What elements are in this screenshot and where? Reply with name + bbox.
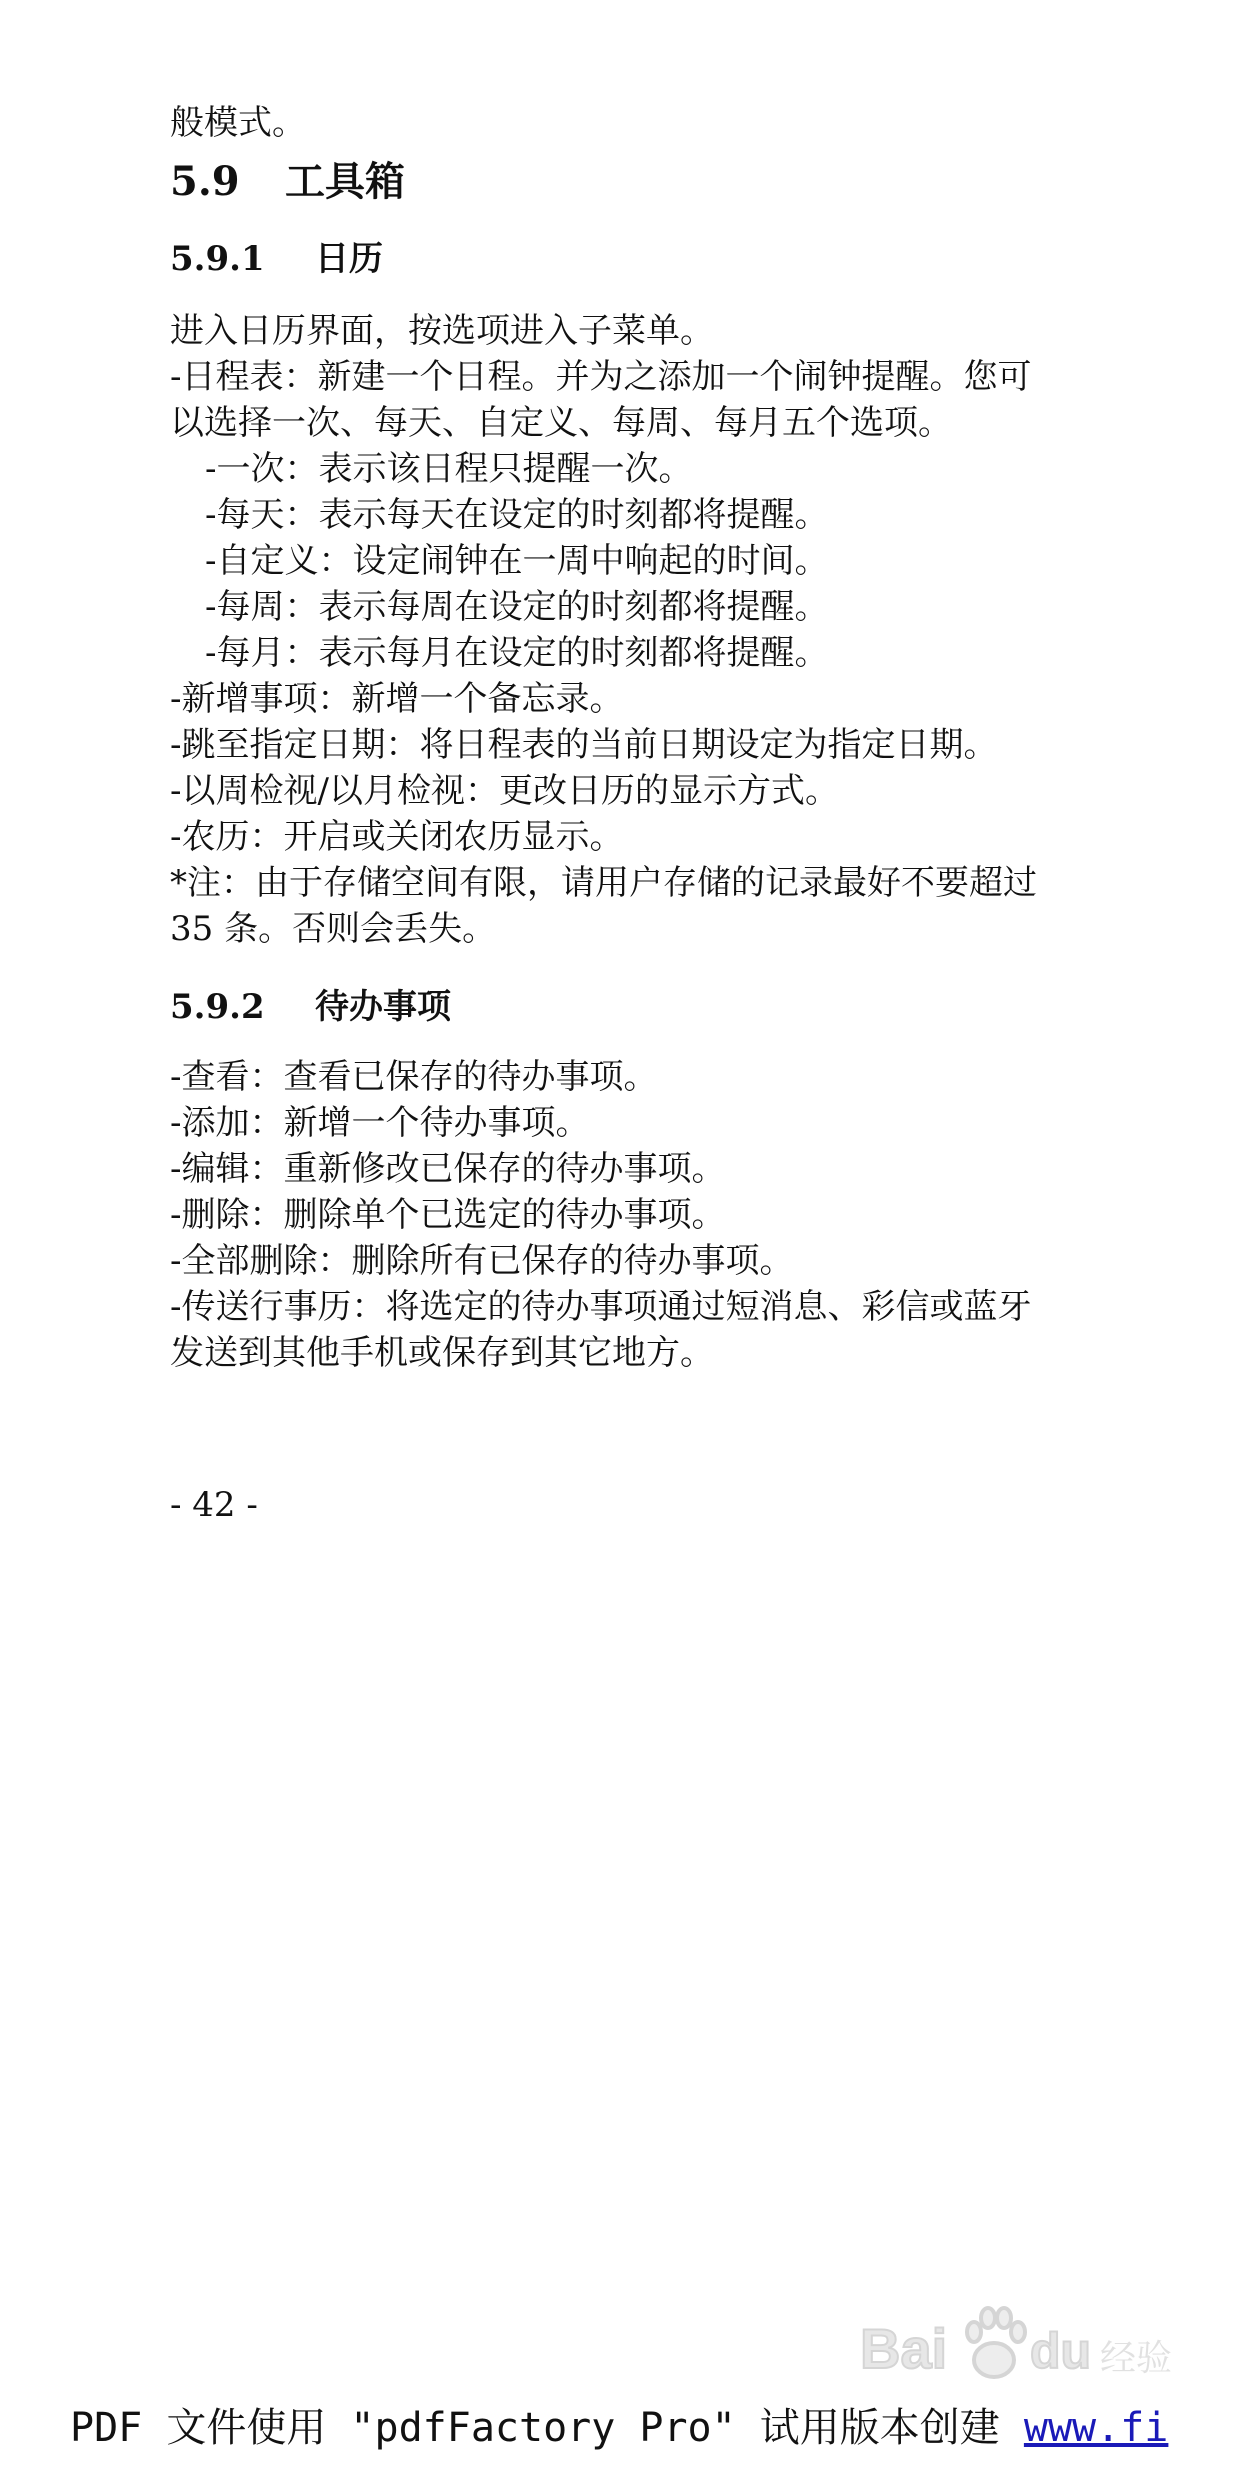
body-line: -农历：开启或关闭农历显示。 [170,817,624,857]
body-line: 35 条。否则会丢失。 [170,909,497,949]
body-line: -添加：新增一个待办事项。 [170,1103,590,1143]
pdf-footer [70,2398,1168,2458]
subsection-title: 日历 [315,239,383,279]
baidu-watermark-logo [850,2290,1180,2400]
svg-text:经验: 经验 [1100,2338,1173,2379]
body-line: -编辑：重新修改已保存的待办事项。 [170,1149,726,1189]
body-line: 以选择一次、每天、自定义、每周、每月五个选项。 [170,403,952,443]
body-line: -删除：删除单个已选定的待办事项。 [170,1195,726,1235]
svg-text:du: du [1030,2323,1092,2379]
svg-text:Bai: Bai [860,2317,948,2380]
body-line: -每月：表示每月在设定的时刻都将提醒。 [205,633,829,673]
subsection-heading-5-9-1 [170,236,383,282]
section-title: 工具箱 [285,158,405,205]
body-line: *注：由于存储空间有限，请用户存储的记录最好不要超过 [170,863,1037,903]
body-line: 发送到其他手机或保存到其它地方。 [170,1333,714,1373]
subsection-number: 5.9.1 [170,239,265,279]
body-line: -跳至指定日期：将日程表的当前日期设定为指定日期。 [170,725,998,765]
footer-link[interactable]: www.fi [1023,2405,1169,2451]
subsection-title: 待办事项 [315,987,451,1027]
subsection-number: 5.9.2 [170,987,265,1027]
body-line: -自定义：设定闹钟在一周中响起的时间。 [205,541,829,581]
body-line: -日程表：新建一个日程。并为之添加一个闹钟提醒。您可 [170,357,1032,397]
section-heading-5-9 [170,157,405,207]
body-line: -每天：表示每天在设定的时刻都将提醒。 [205,495,829,535]
subsection-heading-5-9-2 [170,984,451,1030]
body-line: -查看：查看已保存的待办事项。 [170,1057,658,1097]
body-line: -每周：表示每周在设定的时刻都将提醒。 [205,587,829,627]
section-number: 5.9 [170,158,240,205]
body-line: -新增事项：新增一个备忘录。 [170,679,624,719]
page-number: - 42 - [170,1485,258,1525]
body-line: -传送行事历：将选定的待办事项通过短消息、彩信或蓝牙 [170,1287,1032,1327]
body-line: -以周检视/以月检视：更改日历的显示方式。 [170,771,839,811]
body-line: 般模式。 [170,103,306,143]
body-line: -一次：表示该日程只提醒一次。 [205,449,693,489]
footer-text: PDF 文件使用 "pdfFactory Pro" 试用版本创建 [70,2405,1024,2451]
body-line: -全部删除：删除所有已保存的待办事项。 [170,1241,794,1281]
body-line: 进入日历界面，按选项进入子菜单。 [170,311,714,351]
paw-icon [967,2308,1025,2377]
